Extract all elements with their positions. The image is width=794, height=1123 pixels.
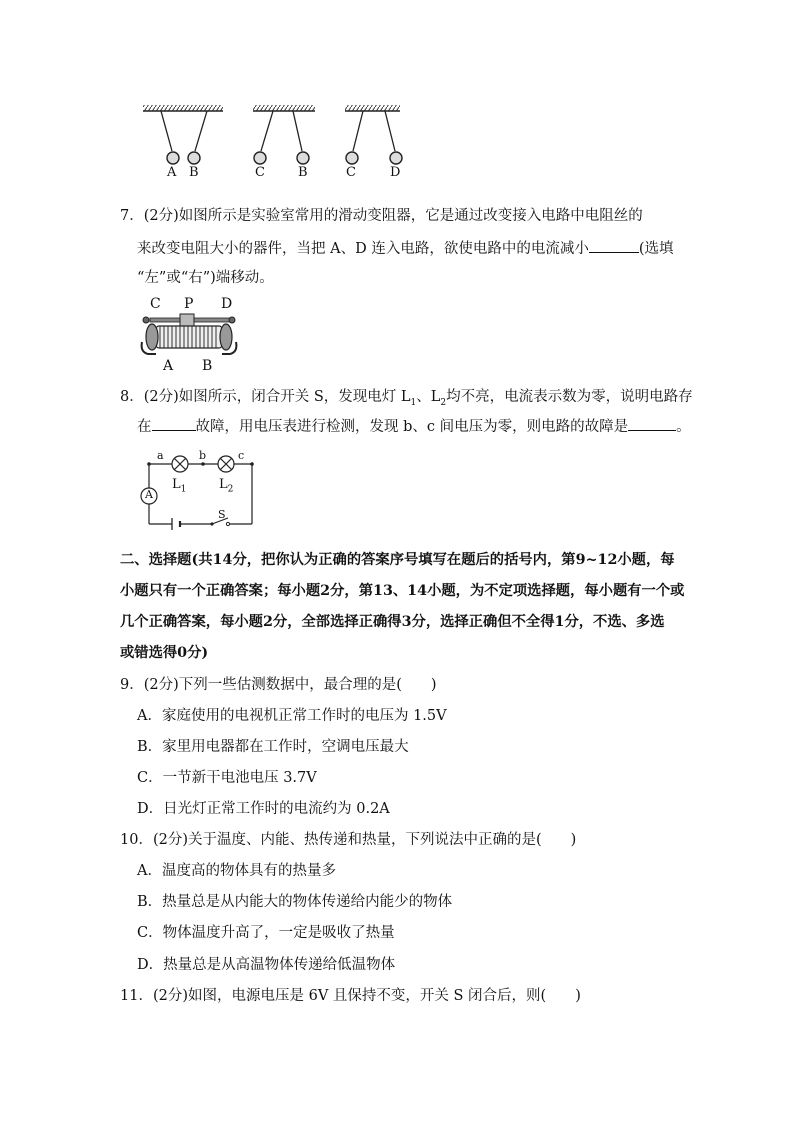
q8-line1 (120, 387, 693, 413)
q10-stem: 10．(2分)关于温度、内能、热传递和热量，下列说法中正确的是( ) (120, 832, 577, 848)
rheostat-label-d: D (221, 296, 233, 312)
pendulum-label-c2: C (346, 165, 356, 180)
pendulum-label-b2: B (298, 165, 308, 180)
q8-line1-b: 、L (416, 389, 441, 405)
q7-line2-text: 来改变电阻大小的器件，当把 A、D 连入电路，欲使电路中的电流减小 (137, 241, 589, 257)
q10-option-c[interactable]: C．物体温度升高了，一定是吸收了热量 (137, 925, 395, 941)
rheostat-label-c: C (150, 296, 161, 312)
rheostat-label-a: A (163, 358, 174, 374)
q7-line2-tail: (选填 (638, 241, 674, 257)
pendulum-label-c: C (255, 165, 265, 180)
section2-line1: 二、选择题(共14分，把你认为正确的答案序号填写在题后的括号内，第9~12小题，每 (120, 552, 675, 568)
circuit-label-a: a (157, 449, 164, 462)
q8-line1-c: 均不亮，电流表示数为零，说明电路存 (446, 389, 693, 405)
q10-option-a[interactable]: A．温度高的物体具有的热量多 (137, 863, 336, 879)
lamp-l2-letter: L (219, 477, 228, 492)
q7-line3: “左”或“右”)端移动。 (137, 270, 274, 286)
q8-line2 (137, 416, 691, 437)
pendulum-figure (135, 95, 415, 185)
pendulum-label-b: B (189, 165, 199, 180)
ammeter-label: A (145, 488, 153, 501)
q7-line1: 7．(2分)如图所示是实验室常用的滑动变阻器，它是通过改变接入电路中电阻丝的 (120, 208, 643, 224)
q9-option-b[interactable]: B．家里用电器都在工作时，空调电压最大 (137, 739, 409, 755)
pendulum-pair-cd (345, 105, 402, 164)
q9-option-c[interactable]: C．一节新干电池电压 3.7V (137, 770, 317, 786)
q9-stem: 9．(2分)下列一些估测数据中，最合理的是( ) (120, 677, 437, 693)
pendulum-pair-ab (143, 105, 223, 164)
q8-l2-sub: 2 (440, 397, 447, 408)
lamp-l1-letter: L (172, 477, 181, 492)
lamp-l1-sub: 1 (180, 484, 187, 495)
pendulum-pair-cb (253, 105, 315, 164)
q7-line2 (137, 238, 674, 259)
circuit-label-c: c (238, 449, 245, 462)
q7-answer-blank[interactable] (589, 238, 639, 253)
circuit-label-b: b (199, 449, 207, 462)
q8-l1-sub: 1 (410, 397, 417, 408)
pendulum-label-a: A (167, 165, 177, 180)
lamp-l1-label (172, 477, 186, 495)
section2-line3: 几个正确答案，每小题2分，全部选择正确得3分，选择正确但不全得1分，不选、多选 (120, 614, 665, 630)
pendulum-label-d: D (390, 165, 401, 180)
q8-line2-b: 故障，用电压表进行检测，发现 b、c 间电压为零，则电路的故障是 (195, 419, 629, 435)
q8-line2-c: 。 (676, 419, 691, 435)
q8-line1-a: 8．(2分)如图所示，闭合开关 S，发现电灯 L (120, 389, 411, 405)
q9-option-a[interactable]: A．家庭使用的电视机正常工作时的电压为 1.5V (137, 708, 447, 724)
section2-line2: 小题只有一个正确答案；每小题2分，第13、14小题，为不定项选择题，每小题有一个或 (120, 583, 685, 599)
rheostat-label-p: P (184, 296, 194, 312)
q10-option-d[interactable]: D．热量总是从高温物体传递给低温物体 (137, 957, 396, 973)
q8-line2-a: 在 (137, 419, 152, 435)
q8-blank-2[interactable] (628, 416, 676, 431)
rheostat-figure (138, 312, 240, 360)
q10-option-b[interactable]: B．热量总是从内能大的物体传递给内能少的物体 (137, 894, 453, 910)
lamp-l2-label (219, 477, 233, 495)
switch-label: S (218, 508, 226, 521)
rheostat-label-b: B (202, 358, 213, 374)
section2-line4: 或错选得0分) (120, 645, 209, 661)
q9-option-d[interactable]: D．日光灯正常工作时的电流约为 0.2A (137, 801, 390, 817)
q8-blank-1[interactable] (152, 416, 196, 431)
q11-stem: 11．(2分)如图，电源电压是 6V 且保持不变，开关 S 闭合后，则( ) (120, 988, 581, 1004)
lamp-l2-sub: 2 (227, 484, 234, 495)
